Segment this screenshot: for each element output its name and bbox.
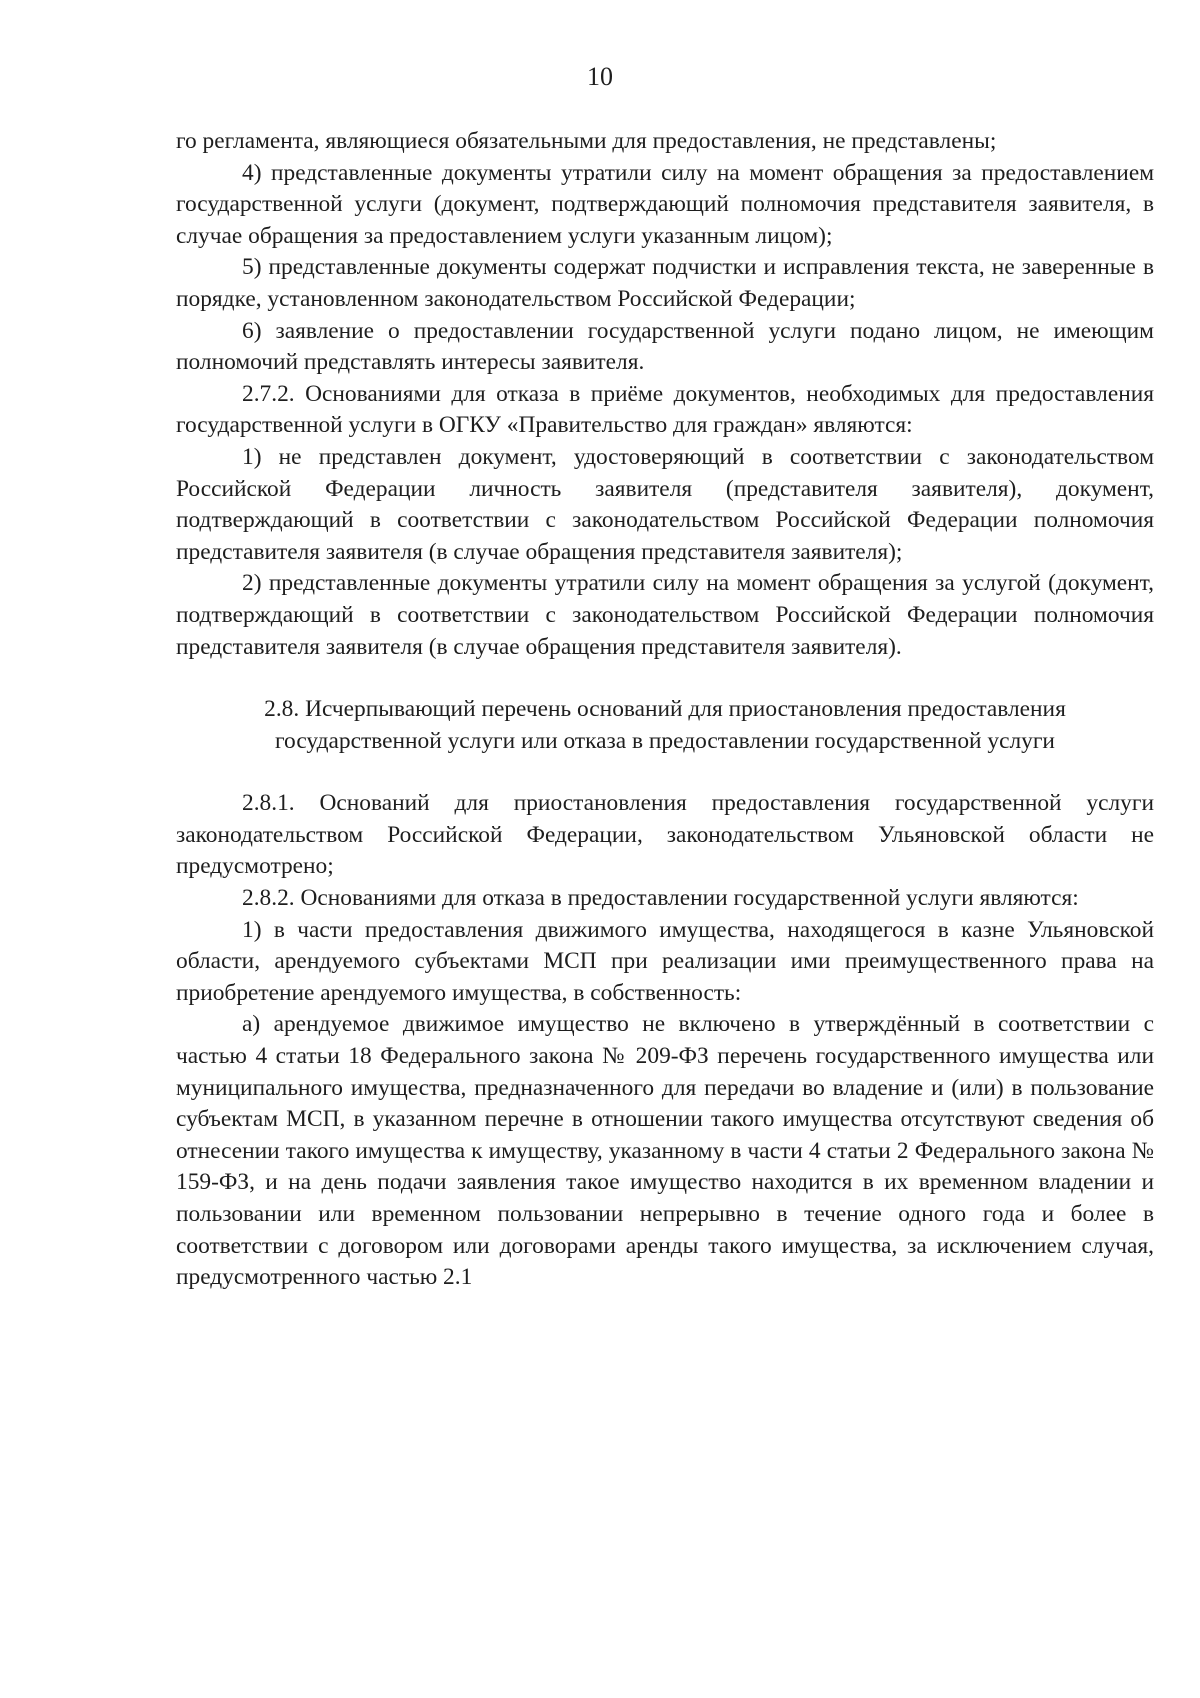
list-item-6: 6) заявление о предоставлении государственной услуги подано лицом, не имеющим полномочий представлять интересы заявителя.: [176, 317, 1154, 376]
list-item-5: 5) представленные документы содержат подчистки и исправления текста, не заверенные в порядке, установленном законодательством Российской Федерации;: [176, 254, 1154, 312]
page-number: 10: [587, 62, 613, 91]
paragraph-continuation: го регламента, являющиеся обязательными для предоставления, не представлены;: [176, 128, 997, 154]
list-item-2: 2) представленные документы утратили силу на момент обращения за услугой (документ, подтверждающий в соответствии с законодательством Российской Федерации полномочия представителя заявителя (в случае обращения представителя заявителя).: [176, 570, 1154, 660]
sub-item-a: а) арендуемое движимое имущество не включено в утверждённый в соответствии с частью 4 статьи 18 Федерального закона № 209-ФЗ перечень государственного имущества или муниципального имущества, предназначенного для передачи во владение и (или) в пользование субъектам МСП, в указанном перечне в отношении такого имущества отсутствуют сведения об отнесении такого имущества к имуществу, указанному в части 4 статьи 2 Федерального закона № 159-ФЗ, и на день подачи заявления такое имущество находится в их временном владении и пользовании или временном пользовании непрерывно в течение одного года и более в соответствии с договором или договорами аренды такого имущества, за исключением случая, предусмотренного частью 2.1: [176, 1011, 1154, 1291]
section-heading-2-8: 2.8. Исчерпывающий перечень оснований для приостановления предоставления государственной услуги или отказа в предоставлении государственной услуги: [264, 696, 1066, 754]
list-item-4: 4) представленные документы утратили силу на момент обращения за предоставлением государственной услуги (документ, подтверждающий полномочия представителя заявителя, в случае обращения за предоставлением услуги указанным лицом);: [176, 159, 1154, 249]
clause-2-8-2: 2.8.2. Основаниями для отказа в предоставлении государственной услуги являются:: [242, 885, 1079, 912]
clause-2-8-1: 2.8.1. Оснований для приостановления предоставления государственной услуги законодательством Российской Федерации, законодательством Ульяновской области не предусмотрено;: [176, 790, 1154, 880]
list-item-1: 1) не представлен документ, удостоверяющий в соответствии с законодательством Российской Федерации личность заявителя (представителя заявителя), документ, подтверждающий в соответствии с законодательством Российской Федерации полномочия представителя заявителя (в случае обращения представителя заявителя);: [176, 443, 1154, 565]
document-body: [176, 126, 1154, 1294]
clause-2-7-2: 2.7.2. Основаниями для отказа в приёме документов, необходимых для предоставления государственной услуги в ОГКУ «Правительство для граждан» являются:: [176, 380, 1154, 439]
list-item-1-movable-property: 1) в части предоставления движимого имущества, находящегося в казне Ульяновской области, арендуемого субъектами МСП при реализации ими преимущественного права на приобретение арендуемого имущества, в собственность:: [176, 916, 1154, 1006]
